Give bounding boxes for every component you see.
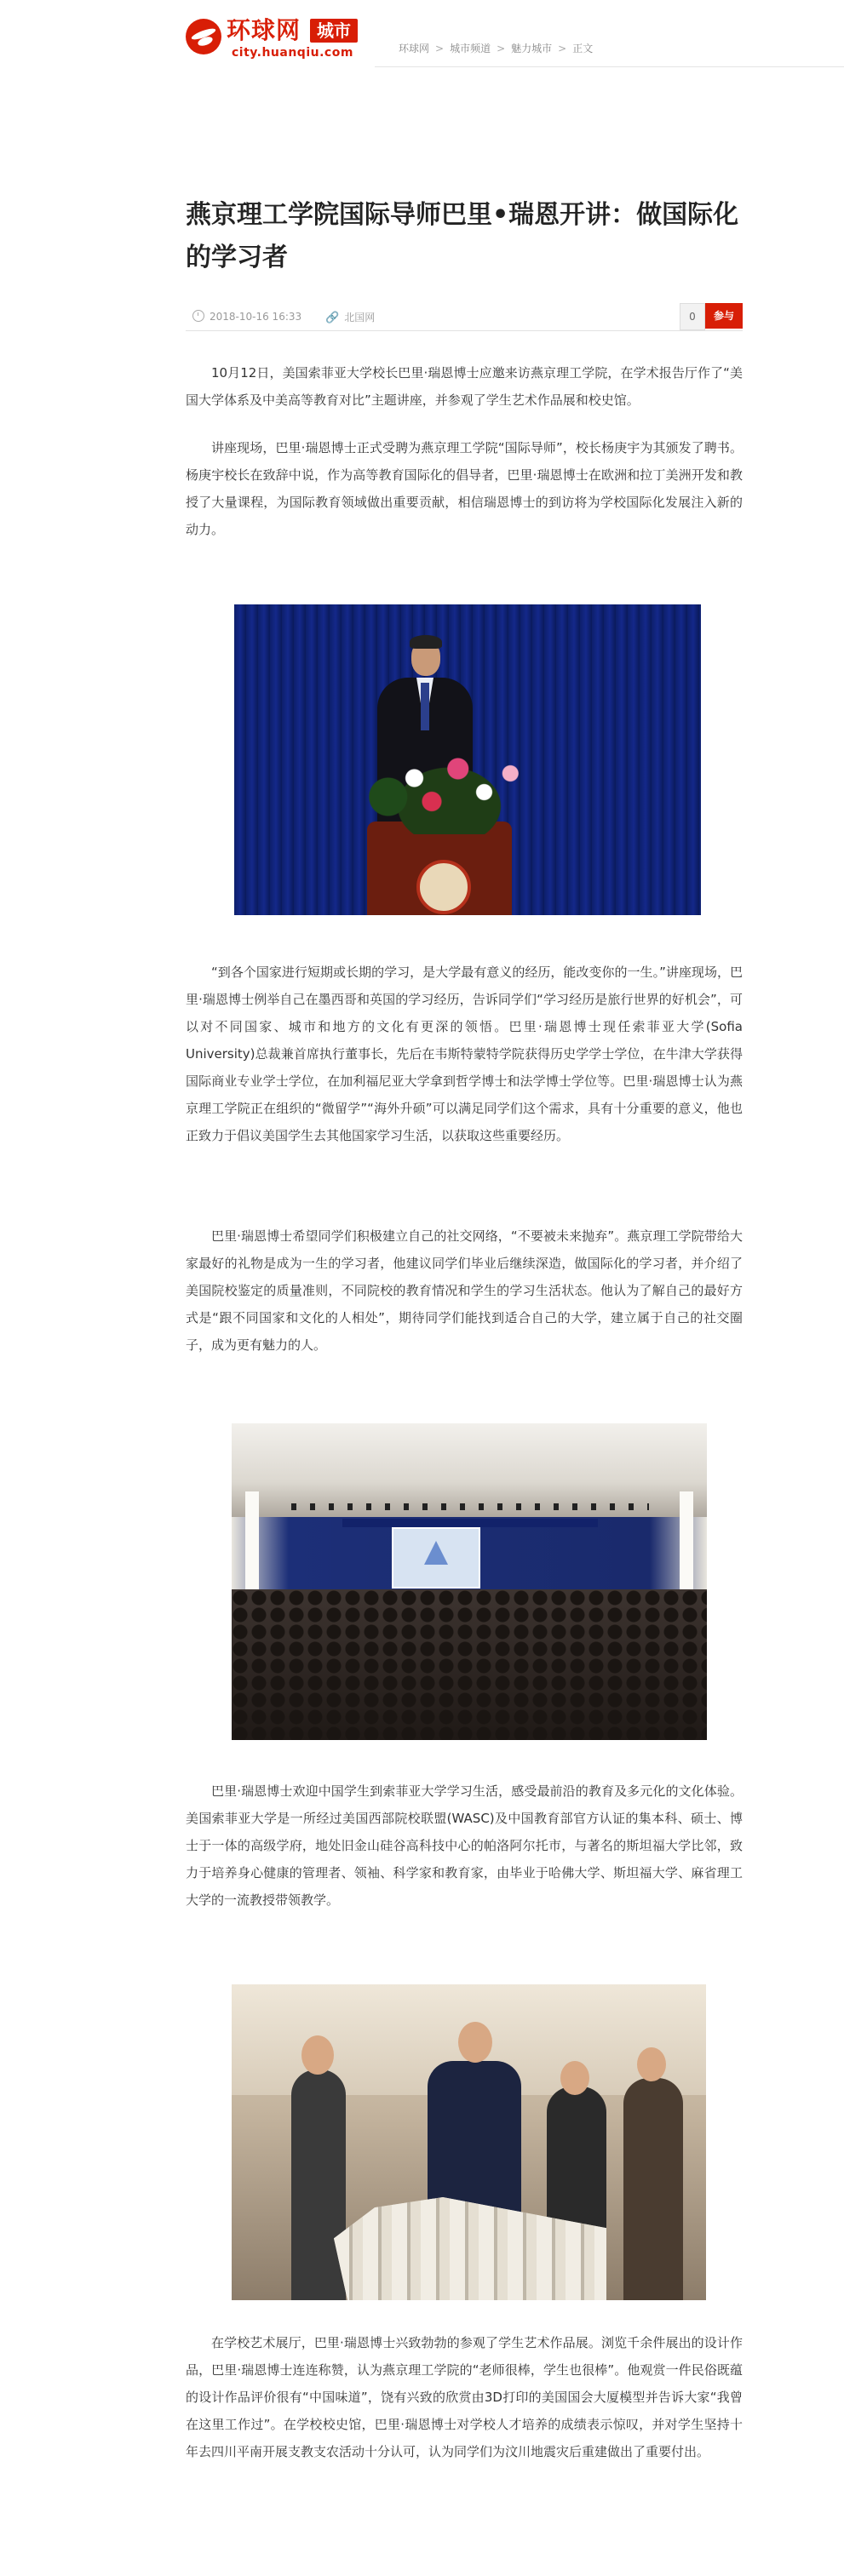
header-divider: [375, 66, 844, 67]
article-paragraph: “到各个国家进行短期或长期的学习，是大学最有意义的经历，能改变你的一生。”讲座现场，巴里·瑞恩博士例举自己在墨西哥和英国的学习经历，告诉同学们“学习经历是旅行世界的好机会”，可以对不同国家、城市和地方的文化有更深的领悟。巴里·瑞恩博士现任索菲亚大学(Sofia University)总裁兼首席执行董事长，先后在韦斯特蒙特学院获得历史学学士学位，在牛津大学获得国际商业专业学士学位，在加利福尼亚大学拿到哲学博士和法学博士学位等。巴里·瑞恩博士认为燕京理工学院正在组织的“微留学”“海外升硕”可以满足同学们这个需求，具有十分重要的意义，他也正致力于倡议美国学生去其他国家学习生活，以获取这些重要经历。: [186, 965, 743, 1143]
breadcrumb-current: 正文: [572, 43, 594, 54]
visitor-figure: [623, 2078, 683, 2300]
article-photo-exhibition: [232, 1984, 706, 2300]
article-paragraph: 巴里·瑞恩博士希望同学们积极建立自己的社交网络，“不要被未来抛弃”。燕京理工学院带给大家最好的礼物是成为一生的学习者，他建议同学们毕业后继续深造，做国际化的学习者，并介绍了美国院校鉴定的质量准则，不同院校的教育情况和学生的学习生活状态。他认为了解自己的最好方式是“跟不同国家和文化的人相处”，期待同学们能找到适合自己的大学，建立属于自己的社交圈子，成为更有魅力的人。: [186, 1228, 743, 1353]
article-source-text: 北国网: [344, 312, 376, 323]
audience: [232, 1589, 707, 1740]
article-paragraph: 讲座现场，巴里·瑞恩博士正式受聘为燕京理工学院“国际导师”，校长杨庚宇为其颁发了聘书。杨庚宇校长在致辞中说，作为高等教育国际化的倡导者，巴里·瑞恩博士在欧洲和拉丁美洲开发和教授了大量课程，为国际教育领域做出重要贡献，相信瑞恩博士的到访将为学校国际化发展注入新的动力。: [186, 440, 743, 537]
breadcrumb-home[interactable]: 环球网: [399, 43, 430, 54]
logo-channel-badge: 城市: [310, 19, 358, 43]
school-seal-icon: [416, 860, 471, 914]
site-header: [0, 0, 844, 72]
publish-time: [192, 310, 301, 323]
visitor-head: [301, 2035, 334, 2075]
article-paragraph: 10月12日，美国索菲亚大学校长巴里·瑞恩博士应邀来访燕京理工学院，在学术报告厅作了“美国大学体系及中美高等教育对比”主题讲座，并参观了学生艺术作品展和校史馆。: [186, 365, 743, 408]
comment-count[interactable]: 0: [680, 303, 705, 330]
visitor-figure: [291, 2069, 346, 2300]
article-title: 燕京理工学院国际导师巴里•瑞恩开讲：做国际化的学习者: [186, 200, 739, 272]
globe-logo-icon: [186, 19, 221, 54]
visitor-head: [637, 2047, 666, 2081]
stage-banner: [342, 1519, 598, 1527]
join-discussion-button[interactable]: 参与: [705, 303, 743, 329]
link-icon: 🔗: [325, 312, 340, 324]
stage-lights: [291, 1503, 649, 1510]
article-photo-auditorium: [232, 1423, 707, 1740]
article-paragraph: 巴里·瑞恩博士欢迎中国学生到索菲亚大学学习生活，感受最前沿的教育及多元化的文化体验。美国索菲亚大学是一所经过美国西部院校联盟(WASC)及中国教育部官方认证的集本科、硕士、博士于一体的高级学府，地处旧金山硅谷高科技中心的帕洛阿尔托市，与著名的斯坦福大学比邻，致力于培养身心健康的管理者、领袖、科学家和教育家，由毕业于哈佛大学、斯坦福大学、麻省理工大学的一流教授带领教学。: [186, 1783, 743, 1908]
article-paragraph: 在学校艺术展厅，巴里·瑞恩博士兴致勃勃的参观了学生艺术作品展。浏览千余件展出的设计作品，巴里·瑞恩博士连连称赞，认为燕京理工学院的“老师很棒，学生也很棒”。他观赏一件民俗既蕴的设计作品评价很有“中国味道”，饶有兴致的欣赏由3D打印的美国国会大厦模型并告诉大家“我曾在这里工作过”。在学校校史馆，巴里·瑞恩博士对学校人才培养的成绩表示惊叹，并对学生坚持十年去四川平南开展支教支农活动十分认可，认为同学们为汶川地震灾后重建做出了重要付出。: [186, 2335, 743, 2459]
breadcrumb-separator: >: [497, 43, 506, 54]
breadcrumb-separator: >: [435, 43, 445, 54]
speaker-tie: [421, 683, 429, 730]
article-photo-speaker: [234, 604, 701, 915]
breadcrumb-separator: >: [558, 43, 567, 54]
flower-arrangement: [362, 741, 537, 834]
logo-url: city.huanqiu.com: [232, 46, 353, 60]
speaker-hair: [410, 635, 442, 649]
publish-time-text: 2018-10-16 16:33: [210, 311, 302, 323]
article-meta: [186, 303, 743, 331]
breadcrumb-charm-city[interactable]: 魅力城市: [511, 43, 553, 54]
article-source[interactable]: [325, 310, 375, 324]
logo-brand-text: 环球网: [227, 16, 301, 44]
projection-screen: [392, 1527, 480, 1589]
breadcrumb-city-channel[interactable]: 城市频道: [450, 43, 491, 54]
guest-head: [458, 2022, 492, 2063]
breadcrumb: [399, 41, 593, 55]
clock-icon: [192, 310, 204, 322]
site-logo[interactable]: [186, 15, 365, 60]
visitor-head: [560, 2061, 589, 2095]
